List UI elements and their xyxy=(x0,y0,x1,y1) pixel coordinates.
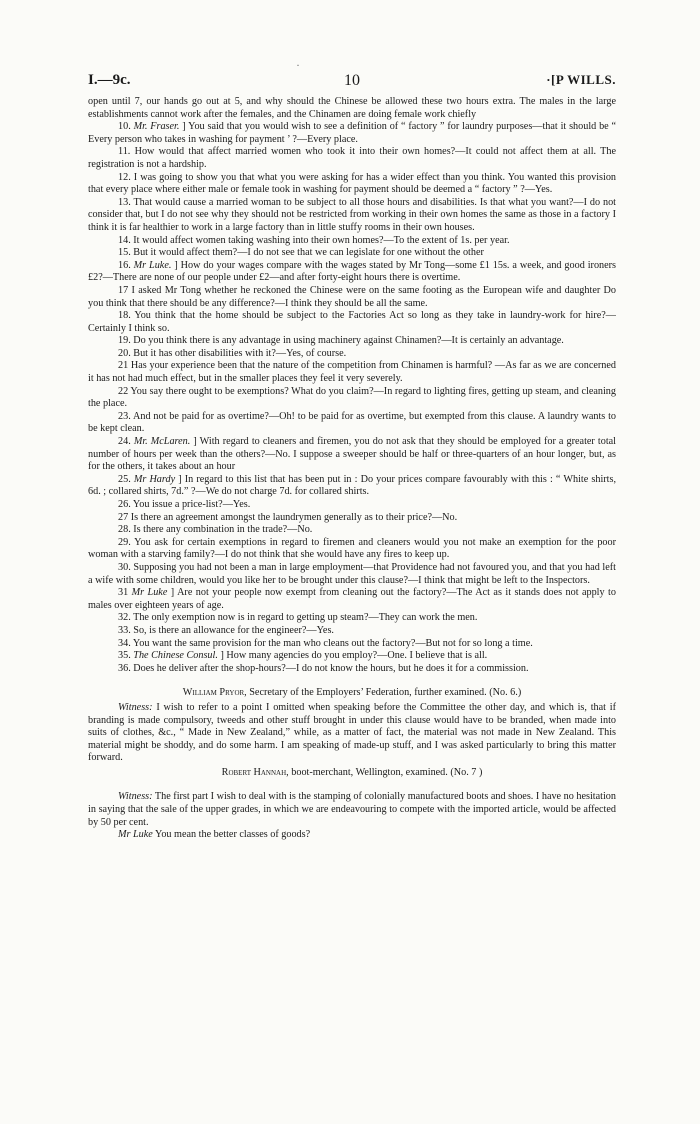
question-number: 30. xyxy=(118,561,131,573)
question-number: 21 xyxy=(118,360,129,372)
testimony-paragraph xyxy=(88,335,616,348)
paragraph-text: ] You said that you would wish to see a definition of “ factory ” for laundry purposes—that it should be “ Every person who takes in washing for payment ’ ?—Every place. xyxy=(88,121,617,145)
witness-heading xyxy=(88,687,616,700)
question-number: 29. xyxy=(118,536,131,548)
testimony-paragraph xyxy=(88,537,616,562)
paragraph-text: How would that affect married women who took it into their own homes?—It could not affect them at all. The registration is not a hardship. xyxy=(88,146,617,170)
paragraph-text: ] How many agencies do you employ?—One. I believe that is all. xyxy=(220,650,488,662)
testimony-paragraph xyxy=(88,524,616,537)
paragraph-text: Do you think there is any advantage in using machinery against Chinamen?—It is certainly an advantage. xyxy=(133,335,564,347)
testimony-paragraph xyxy=(88,247,616,260)
witness-text: I wish to refer to a point I omitted when speaking before the Committee the other day, and which is, that if branding is made compulsory, tweeds and other stuff brought in under this clause would have to be branded, when made into suits of clothes, &c., “ Made in New Zealand,” while, as a matter of fact, the material was not made in New Zealand. This material might be shoddy, and do some harm. I am speaking of made-up stuff, and I was asked particularly to bring this matter forward. xyxy=(88,701,616,764)
question-number: 19. xyxy=(118,335,131,347)
paragraph-text: You want the same provision for the man who cleans out the factory?—But not for so long a time. xyxy=(132,637,533,649)
testimony-paragraph xyxy=(88,121,616,146)
paragraph-text: Supposing you had not been a man in large employment—that Providence had not favoured you, and that you had left a wife with some children, would you like her to be brought under this clause?—I think that might be left to the Inspectors. xyxy=(88,561,616,586)
question-number: 35. xyxy=(118,650,131,662)
question-number: 15. xyxy=(118,247,131,259)
testimony-paragraph xyxy=(88,638,616,651)
testimony-paragraph xyxy=(88,625,616,638)
witness-title: , Secretary of the Employers’ Federation, further examined. (No. 6.) xyxy=(244,687,522,699)
witness-text: The first part I wish to deal with is the stamping of colonially manufactured boots and shoes. I have no hesitation in saying that the sale of the upper grades, in which we are endeavouring to compete with the imported article, would be affected by 50 per cent. xyxy=(88,791,616,828)
question-number: 28. xyxy=(118,524,131,536)
testimony-paragraph xyxy=(88,512,616,525)
testimony-paragraph xyxy=(88,360,616,385)
speaker-name: Mr Luke xyxy=(131,587,168,599)
paragraph-text: Has your experience been that the nature of the competition from Chinamen is harmful? —As far as we are concerned it has not had much effect, but in the smaller places they feel it very severely. xyxy=(88,360,616,385)
paragraph-text: You issue a price-list?—Yes. xyxy=(132,499,251,510)
paragraph-text: It would affect women taking washing into their own homes?—To the extent of 1s. per year. xyxy=(133,234,510,246)
witness-label: Witness: xyxy=(118,791,153,803)
question-number: 36. xyxy=(118,662,131,674)
paragraph-text: You say there ought to be exemptions? What do you claim?—In regard to lighting fires, getting up steam, and cleaning the place. xyxy=(88,385,616,410)
question-number: 11. xyxy=(118,146,131,158)
page-header xyxy=(88,72,616,94)
witness-statement xyxy=(88,702,616,765)
question-number: 22 xyxy=(118,385,129,397)
header-left: I.—9c. xyxy=(88,72,131,88)
question-number: 25. xyxy=(118,473,131,485)
question-number: 20. xyxy=(118,347,131,359)
question-number: 33. xyxy=(118,624,131,636)
paragraph-text: Does he deliver after the shop-hours?—I do not know the hours, but he does it for a commission. xyxy=(133,662,529,674)
witness-title: , boot-merchant, Wellington, examined. (No. 7 ) xyxy=(286,766,483,778)
speaker-name: Mr Luke xyxy=(118,829,153,841)
testimony-paragraph xyxy=(88,499,616,512)
paragraph-text: You ask for certain exemptions in regard to firemen and cleaners would you not make an exemption for the poor woman with a starving family?—I do not think that she would have any fires to keep up. xyxy=(88,536,616,561)
question-number: 27 xyxy=(118,511,129,523)
testimony-paragraph xyxy=(88,562,616,587)
question-number: 14. xyxy=(118,234,131,246)
testimony-paragraph xyxy=(88,386,616,411)
paragraph-text: ] In regard to this list that has been put in : Do your prices compare favourably with this : “ White shirts, 6d. ; collared shirts, 7d.” ?—We do not charge 7d. for collared shirts. xyxy=(88,473,617,498)
speaker-name: The Chinese Consul. xyxy=(133,650,218,662)
paragraph-text: ] How do your wages compare with the wages stated by Mr Tong—some £1 15s. a week, and good ironers £2?—There are none of our people under £2—and after forty-eight hours there is overtime. xyxy=(88,259,617,284)
paragraph-text: ] Are not your people now exempt from cleaning out the factory?—The Act as it stands does not apply to males over eighteen years of age. xyxy=(88,587,616,611)
testimony-paragraph xyxy=(88,829,616,842)
question-number: 31 xyxy=(118,587,129,599)
paragraph-text: So, is there an allowance for the engineer?—Yes. xyxy=(133,624,334,636)
paragraph-text: But it would affect them?—I do not see that we can legislate for one without the other xyxy=(133,247,484,259)
paragraph-text: I was going to show you that what you were asking for has a wider effect than you think. You wanted this provision that every place where either male or female took in washing for payment should be deemed a “ factory ” ?—Yes. xyxy=(88,171,617,196)
paragraph-text: You mean the better classes of goods? xyxy=(152,829,311,841)
speaker-name: Mr. McLaren. xyxy=(133,436,191,448)
paragraph-text: But it has other disabilities with it?—Yes, of course. xyxy=(133,347,347,359)
paragraph-text: open until 7, our hands go out at 5, and why should the Chinese be allowed these two hours extra. The males in the large establishments cannot work after the females, and the Chinamen are doing female work chiefly xyxy=(88,96,616,120)
witness-heading xyxy=(88,767,616,780)
testimony-paragraph xyxy=(88,663,616,676)
question-number: 26. xyxy=(118,499,131,510)
testimony-paragraph xyxy=(88,285,616,310)
testimony-paragraph xyxy=(88,348,616,361)
paragraph-text: I asked Mr Tong whether he reckoned the Chinese were on the same footing as the European wife and daughter Do you think that there should be any difference?—I think they should be all the same. xyxy=(88,284,617,309)
testimony-paragraph xyxy=(88,146,616,171)
speaker-name: Mr Luke. xyxy=(133,259,172,271)
testimony-paragraph xyxy=(88,197,616,235)
testimony-paragraph xyxy=(88,310,616,335)
header-right: ·[P WILLS. xyxy=(546,72,616,87)
question-number: 16. xyxy=(118,259,131,271)
paragraph-text: Is there any combination in the trade?—No. xyxy=(133,524,313,536)
question-number: 18. xyxy=(118,310,131,322)
paragraph-text: Is there an agreement amongst the laundrymen generally as to their price?—No. xyxy=(130,511,458,523)
document-body xyxy=(88,96,616,842)
question-number: 34. xyxy=(118,637,131,649)
paragraph-text: And not be paid for as overtime?—Oh! to be paid for as overtime, but exempted from this clause. A laundry wants to be kept clean. xyxy=(88,410,617,435)
paragraph-text: That would cause a married woman to be subject to all those hours and disabilities. Is that what you want?—I do not consider that, but I do not see why they should not be restricted from working in their own homes the same as those in a factory I think it is far healthier to work in a large factory than in little stuffy rooms in their own houses. xyxy=(88,196,616,233)
testimony-paragraph xyxy=(88,612,616,625)
paragraph-text: You think that the home should be subject to the Factories Act so long as they take in laundry-work for hire?—Certainly I think so. xyxy=(88,310,616,334)
witness-label: Witness: xyxy=(118,701,153,713)
speaker-name: Mr Hardy xyxy=(133,473,176,485)
testimony-paragraph xyxy=(88,474,616,499)
question-number: 24. xyxy=(118,436,131,448)
question-number: 23. xyxy=(118,410,131,422)
testimony-paragraph xyxy=(88,436,616,474)
page-speck: · xyxy=(296,58,300,72)
speaker-name: Mr. Fraser. xyxy=(133,121,180,133)
witness-name: Robert Hannah xyxy=(221,766,287,778)
testimony-paragraph xyxy=(88,650,616,663)
testimony-paragraph xyxy=(88,411,616,436)
testimony-paragraph xyxy=(88,587,616,612)
testimony-paragraph xyxy=(88,96,616,121)
page-number: 10 xyxy=(344,72,360,89)
paragraph-text: The only exemption now is in regard to getting up steam?—They can work the men. xyxy=(133,612,478,624)
question-number: 17 xyxy=(118,284,129,296)
witness-name: William Pryor xyxy=(182,687,245,699)
testimony-paragraph xyxy=(88,235,616,248)
testimony-paragraph xyxy=(88,260,616,285)
question-number: 10. xyxy=(118,121,131,133)
question-number: 12. xyxy=(118,171,131,183)
testimony-paragraph xyxy=(88,172,616,197)
paragraph-text: ] With regard to cleaners and firemen, you do not ask that they should be employed for a greater total number of hours per week than the others?—No. I suppose a sweeper should be half or three-quarters of an hour longer, but, as for the others, it takes about an hour xyxy=(88,436,617,473)
question-number: 32. xyxy=(118,612,131,624)
question-number: 13. xyxy=(118,196,131,208)
witness-statement xyxy=(88,791,616,829)
